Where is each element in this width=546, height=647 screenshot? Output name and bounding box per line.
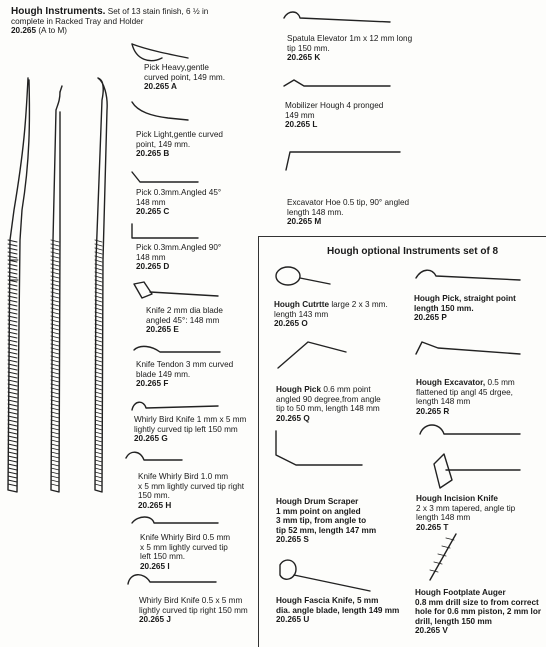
pick-light-icon — [128, 98, 218, 128]
header-code: 20.265 — [11, 26, 37, 36]
pick-straight-icon — [410, 262, 530, 286]
whirly-bird-knife-j-icon — [124, 570, 224, 592]
incision-knife-icon — [410, 420, 530, 490]
item-f-code: 20.265 F — [136, 379, 169, 389]
item-b-desc: Pick Light,gentle curved point, 149 mm. 20.265 B — [136, 130, 223, 159]
item-g-desc: Whirly Bird Knife 1 mm x 5 mm lightly curved tip left 150 mm 20.265 G — [134, 415, 247, 444]
item-p-desc: Hough Pick, straight point length 150 mm. 20.265 P — [414, 294, 516, 323]
optional-title: Hough optional Instruments set of 8 — [327, 246, 499, 257]
item-e-code: 20.265 E — [146, 325, 179, 335]
pick-heavy-icon — [128, 32, 218, 66]
header-title: Hough Instruments. — [11, 6, 106, 17]
item-m-code: 20.265 M — [287, 217, 322, 227]
item-e-desc: Knife 2 mm dia blade angled 45°: 148 mm 20.265 E — [146, 306, 223, 335]
footplate-auger-icon — [412, 530, 472, 586]
pick-angled-45-icon — [128, 168, 218, 186]
fascia-knife-icon — [270, 555, 380, 595]
item-k-code: 20.265 K — [287, 53, 321, 63]
item-l-desc: Mobilizer Hough 4 pronged 149 mm 20.265 L — [285, 101, 384, 130]
item-q-desc: Hough Pick 0.6 mm point angled 90 degree,from angle tip to 50 mm, length 148 mm 20.265 Q — [276, 385, 381, 423]
item-o-code: 20.265 O — [274, 319, 308, 329]
pick-angled-90-icon — [126, 222, 216, 242]
item-r-desc: Hough Excavator, 0.5 mm flattened tip angl 45 drgee, length 148 mm 20.265 R — [416, 378, 515, 416]
knife-whirly-bird-i-icon — [128, 513, 228, 533]
item-v-code: 20.265 V — [415, 626, 448, 636]
header-desc-2: complete in Racked Tray and Holder — [11, 16, 144, 26]
item-t-code: 20.265 T — [416, 522, 449, 532]
header-desc-1: Set of 13 stain finish, 6 ½ in — [107, 7, 209, 16]
item-k-desc: Spatula Elevator 1m x 12 mm long tip 150 mm. 20.265 K — [287, 34, 413, 63]
knife-2mm-icon — [128, 278, 228, 302]
item-i-code: 20.265 I — [140, 561, 170, 571]
item-r-code: 20.265 R — [416, 406, 450, 416]
drum-scraper-icon — [270, 425, 370, 469]
item-f-desc: Knife Tendon 3 mm curved blade 149 mm. 20.265 F — [136, 360, 234, 389]
spatula-elevator-icon — [280, 6, 400, 28]
item-g-code: 20.265 G — [134, 434, 168, 444]
item-q-code: 20.265 Q — [276, 413, 310, 423]
item-j-code: 20.265 J — [139, 615, 171, 625]
item-d-desc: Pick 0.3mm.Angled 90° 148 mm 20.265 D — [136, 243, 222, 272]
item-b-code: 20.265 B — [136, 149, 170, 159]
item-t-desc: Hough Incision Knife 2 x 3 mm tapered, angle tip length 148 mm 20.265 T — [416, 494, 516, 532]
item-o-desc: Hough Cutrtte large 2 x 3 mm. length 143 mm 20.265 O — [274, 300, 388, 329]
header-code-range: (A to M) — [38, 26, 67, 36]
hough-pick-angled-icon — [274, 334, 354, 374]
whirly-bird-knife-g-icon — [128, 396, 228, 416]
hough-excavator-icon — [410, 334, 530, 362]
item-l-code: 20.265 L — [285, 120, 318, 130]
item-h-code: 20.265 H — [138, 500, 172, 510]
handle-knurling — [8, 240, 102, 486]
item-d-code: 20.265 D — [136, 262, 170, 272]
item-h-desc: Knife Whirly Bird 1.0 mm x 5 mm lightly curved tip right 150 mm. 20.265 H — [138, 472, 245, 510]
knife-whirly-bird-h-icon — [122, 448, 212, 470]
item-v-desc: Hough Footplate Auger 0.8 mm drill size to from correct hole for 0.6 mm piston, 2 mm lor drill, length 150 mm 20.265 V — [415, 588, 542, 636]
excavator-hoe-icon — [280, 146, 410, 174]
item-s-code: 20.265 S — [276, 535, 309, 545]
item-p-code: 20.265 P — [414, 313, 447, 323]
item-u-desc: Hough Fascia Knife, 5 mm dia. angle blade, length 149 mm 20.265 U — [276, 596, 400, 625]
item-c-code: 20.265 C — [136, 207, 170, 217]
knife-tendon-icon — [130, 340, 230, 360]
item-u-code: 20.265 U — [276, 615, 310, 625]
curette-icon — [270, 262, 340, 296]
item-i-desc: Knife Whirly Bird 0.5 mm x 5 mm lightly curved tip left 150 mm. 20.265 I — [140, 533, 231, 571]
mobilizer-icon — [280, 76, 400, 94]
item-c-desc: Pick 0.3mm.Angled 45° 148 mm 20.265 C — [136, 188, 222, 217]
item-a-code: 20.265 A — [144, 82, 177, 92]
item-m-desc: Excavator Hoe 0.5 tip, 90° angled length 148 mm. 20.265 M — [287, 198, 410, 227]
item-s-desc: Hough Drum Scraper 1 mm point on angled 3 mm tip, from angle to tip 52 mm, length 147 mm 20.265 S — [276, 497, 377, 545]
item-a-desc: Pick Heavy,gentle curved point, 149 mm. 20.265 A — [144, 63, 226, 92]
item-j-desc: Whirly Bird Knife 0.5 x 5 mm lightly curved tip right 150 mm 20.265 J — [139, 596, 248, 625]
